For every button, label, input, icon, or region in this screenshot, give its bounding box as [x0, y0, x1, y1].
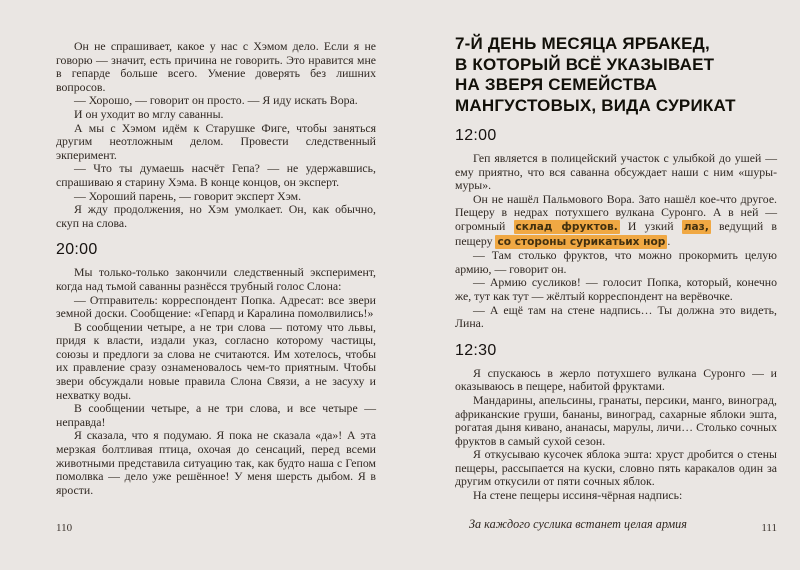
paragraph: [56, 203, 376, 230]
paragraph: [56, 122, 376, 163]
paragraph: [56, 266, 376, 293]
text-run: В сообщении четыре, а не три слова — потому что львы, придя к власти, издали указ, согласно которому частицы, союзы и предлоги за слова не считаются. Им хотелось, чтобы их правление сразу ознаменовалось чем-то приятным. Чтобы звери обсуждали новые правила Слона Связи, а не засуху и нехватку воды.: [56, 319, 376, 402]
page-number-right: 111: [761, 522, 777, 534]
text-run: Мандарины, апельсины, гранаты, персики, манго, виноград, африканские груши, бананы, виноград, сахарные яблоки эшта, рогатая дыня кивано, ананасы, марулы, личи… Столько сочных фруктов в самый сухой сезон.: [455, 392, 777, 448]
time-heading: 12:00: [455, 127, 497, 144]
text-run: — А ещё там на стене надпись… Ты должна это видеть, Лина.: [455, 302, 777, 331]
paragraph: [455, 448, 777, 489]
chapter-title-line: МАНГУСТОВЫХ, ВИДА СУРИКАТ: [455, 95, 736, 115]
text-run: — Что ты думаешь насчёт Гепа? — не удержавшись, спрашиваю я старину Хэма. В конце концов, он эксперт.: [56, 161, 376, 189]
text-run: — Отправитель: корреспондент Попка. Адресат: все звери земной доски. Сообщение: «Гепард и Каралина помолвились!»: [56, 292, 376, 321]
text-run: Геп является в полицейский участок с улыбкой до ушей — ему приятно, что вся саванна обсуждает наши с ним «шуры-муры».: [455, 151, 777, 193]
text-run: В сообщении четыре, а не три слова, и все четыре — неправда!: [56, 401, 376, 429]
cave-inscription-quote: За каждого суслика встанет целая армия: [469, 516, 687, 531]
chapter-title-line: В КОТОРЫЙ ВСЁ УКАЗЫВАЕТ: [455, 54, 715, 74]
text-run: Я откусываю кусочек яблока эшта: хруст дробится о стены пещеры, рассыпается на куски, словно пять каракалов один за другим откусили от пяти сочных яблок.: [455, 447, 777, 489]
paragraph: [56, 162, 376, 189]
text-run: — Хороший парень, — говорит эксперт Хэм.: [74, 188, 302, 203]
text-run: Я спускаюсь в жерло потухшего вулкана Суронго — и оказываюсь в пещере, набитой фруктами.: [455, 365, 777, 394]
paragraph: [455, 152, 777, 193]
paragraph: [455, 367, 777, 394]
paragraph: [56, 94, 376, 108]
paragraph: [56, 108, 376, 122]
time-heading: 20:00: [56, 241, 98, 259]
highlighted-text: склад фруктов.: [515, 220, 618, 233]
left-page-column: [56, 40, 376, 497]
text-run: — Армию сусликов! — голосит Попка, который, конечно же, тут как тут — жёлтый корреспондент на верёвочке.: [455, 275, 777, 303]
paragraph: [56, 321, 376, 403]
text-run: Он не нашёл Пальмового Вора. Зато нашёл кое-что другое. Пещеру в недрах потухшего вулкана Суронго. А в ней — огромный: [455, 191, 777, 233]
text-run: — Там столько фруктов, что можно прокормить целую армию, — говорит он.: [455, 248, 777, 276]
text-run: — Хорошо, — говорит он просто. — Я иду искать Вора.: [74, 93, 358, 108]
text-run: А мы с Хэмом идём к Старушке Фиге, чтобы заняться другим неотложным делом. Провести следственный экперимент.: [56, 120, 376, 162]
chapter-title-line: НА ЗВЕРЯ СЕМЕЙСТВА: [455, 75, 658, 94]
highlighted-text: лаз,: [683, 220, 709, 233]
paragraph: [56, 294, 376, 321]
paragraph: [455, 249, 777, 276]
paragraph: [455, 276, 777, 303]
text-run: И он уходит во мглу саванны.: [74, 106, 224, 121]
paragraph: [56, 429, 376, 497]
paragraph: [56, 190, 376, 204]
text-run: И узкий: [619, 218, 682, 233]
paragraph: [455, 304, 777, 331]
highlighted-text: со стороны сурикатьих нор: [497, 235, 666, 248]
paragraph: [56, 40, 376, 94]
text-run: Я сказала, что я подумаю. Я пока не сказала «да»! А эта мерзкая болтливая птица, охочая до сенсаций, перед всеми животными представила ситуацию так, как будто наша с Гепом помолвка — дело уже решённое! У меня шерсть дыбом. Я в ярости.: [56, 428, 376, 497]
time-heading: 12:30: [455, 341, 497, 359]
paragraph: [455, 193, 777, 249]
paragraph: [455, 489, 777, 503]
right-page-content: [455, 127, 777, 531]
chapter-title: [455, 34, 777, 116]
text-run: ведущий в пещеру: [455, 218, 777, 248]
paragraph: [455, 394, 777, 448]
paragraph: [56, 402, 376, 429]
right-page-column: [455, 34, 777, 531]
text-run: На стене пещеры иссиня-чёрная надпись:: [473, 488, 683, 503]
text-run: Мы только-только закончили следственный эксперимент, когда над тьмой саванны разнёсся трубный голос Слона:: [56, 265, 376, 293]
text-run: Он не спрашивает, какое у нас с Хэмом дело. Если я не говорю — значит, есть причина не говорить. Это нравится мне в гепарде больше всего. Умение доверять без лишних вопросов.: [56, 39, 376, 94]
page-number-left: 110: [56, 522, 73, 534]
chapter-title-line: 7-Й ДЕНЬ МЕСЯЦА ЯРБАКЕД,: [455, 34, 710, 53]
text-run: .: [667, 233, 671, 248]
text-run: Я жду продолжения, но Хэм умолкает. Он, как обычно, скуп на слова.: [56, 202, 376, 230]
